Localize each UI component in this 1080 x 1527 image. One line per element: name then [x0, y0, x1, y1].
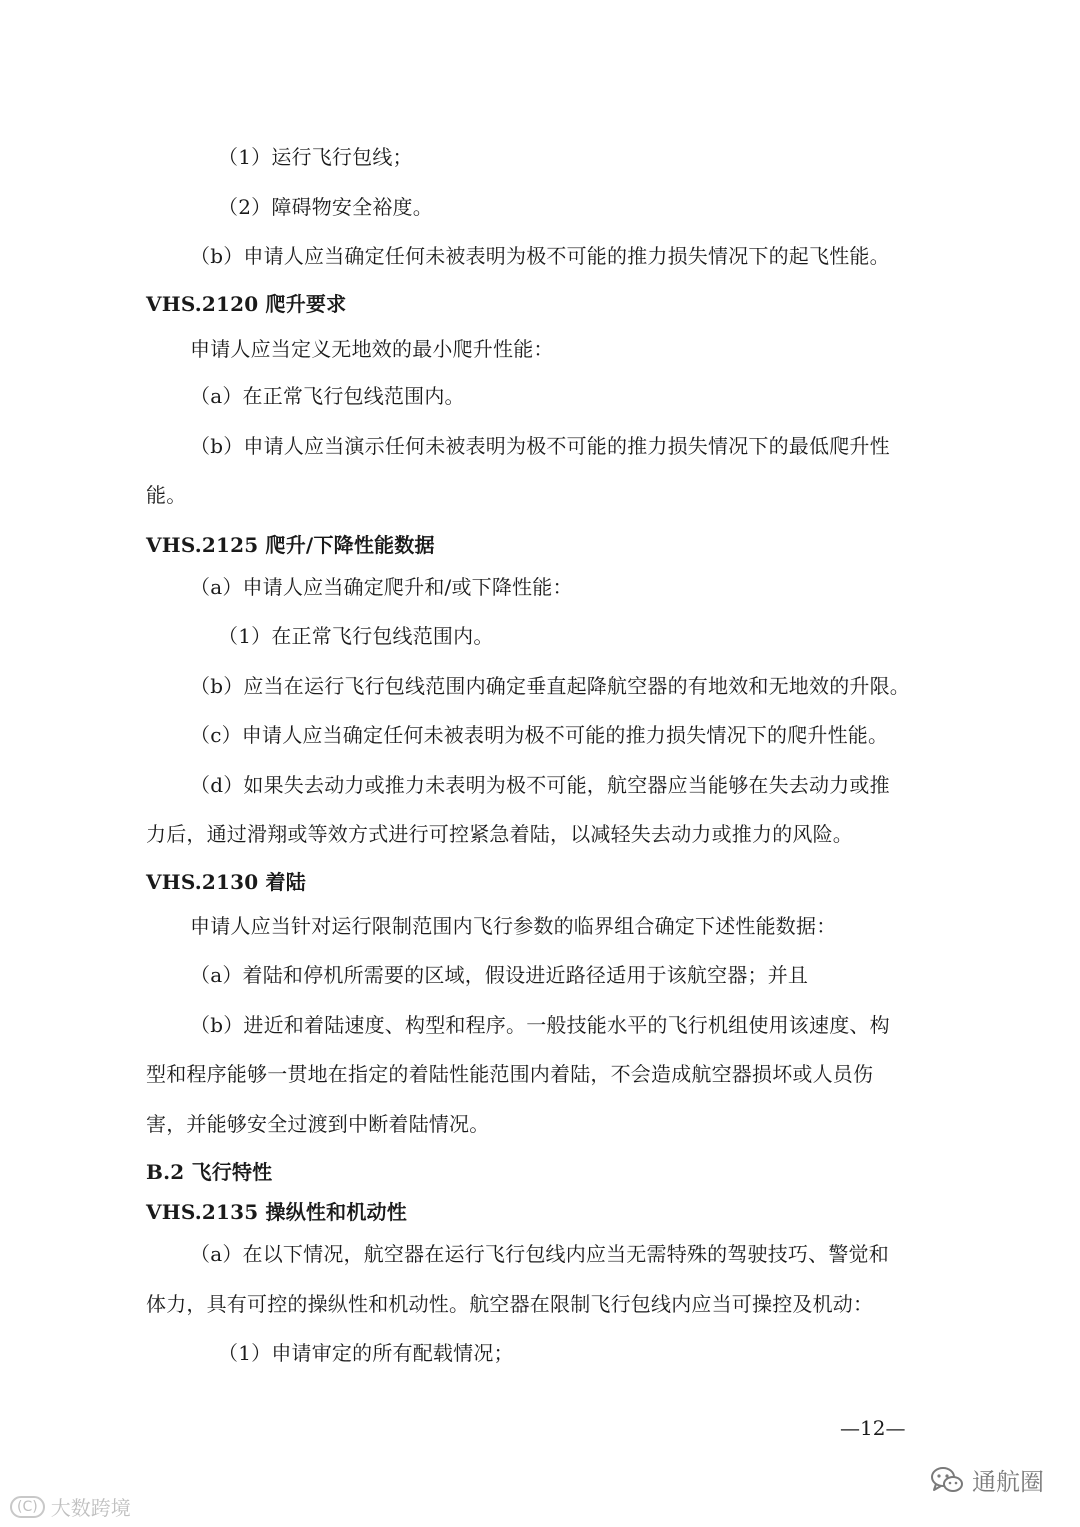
- watermark-text: 大数跨境: [50, 1496, 131, 1520]
- list-item: （2）障碍物安全裕度。: [218, 195, 433, 219]
- paragraph: （b）应当在运行飞行包线范围内确定垂直起降航空器的有地效和无地效的升限。: [190, 674, 911, 698]
- watermark-right: [930, 1462, 1044, 1497]
- page-number: —12—: [840, 1416, 906, 1440]
- section-heading: B.2 飞行特性: [146, 1160, 273, 1184]
- list-item: （a）着陆和停机所需要的区域，假设进近路径适用于该航空器；并且: [190, 963, 809, 987]
- paragraph: 申请人应当定义无地效的最小爬升性能：: [190, 337, 554, 361]
- paragraph: （a）在以下情况，航空器在运行飞行包线内应当无需特殊的驾驶技巧、警觉和: [190, 1242, 889, 1266]
- paragraph: （b）申请人应当演示任何未被表明为极不可能的推力损失情况下的最低爬升性: [190, 434, 890, 458]
- paragraph: 害，并能够安全过渡到中断着陆情况。: [146, 1112, 490, 1136]
- paragraph: （c）申请人应当确定任何未被表明为极不可能的推力损失情况下的爬升性能。: [190, 723, 889, 747]
- list-item: （1）在正常飞行包线范围内。: [218, 624, 494, 648]
- section-heading: VHS.2125 爬升/下降性能数据: [146, 533, 435, 557]
- paragraph: 能。: [146, 483, 187, 507]
- wechat-icon: [930, 1465, 964, 1495]
- section-heading: VHS.2120 爬升要求: [146, 292, 347, 316]
- paragraph: （d）如果失去动力或推力未表明为极不可能，航空器应当能够在失去动力或推: [190, 773, 890, 797]
- paragraph: （b）进近和着陆速度、构型和程序。一般技能水平的飞行机组使用该速度、构: [190, 1013, 890, 1037]
- list-item: （a）在正常飞行包线范围内。: [190, 384, 465, 408]
- paragraph: 申请人应当针对运行限制范围内飞行参数的临界组合确定下述性能数据：: [190, 914, 837, 938]
- paragraph: 体力，具有可控的操纵性和机动性。航空器在限制飞行包线内应当可操控及机动：: [146, 1292, 874, 1316]
- list-item: （1）申请审定的所有配载情况；: [218, 1341, 514, 1365]
- section-heading: VHS.2135 操纵性和机动性: [146, 1200, 407, 1224]
- paragraph: 型和程序能够一贯地在指定的着陆性能范围内着陆，不会造成航空器损坏或人员伤: [146, 1062, 874, 1086]
- watermark-left: [10, 1492, 131, 1521]
- watermark-logo-icon: (C): [10, 1496, 45, 1518]
- paragraph: （b）申请人应当确定任何未被表明为极不可能的推力损失情况下的起飞性能。: [190, 244, 890, 268]
- list-item: （a）申请人应当确定爬升和/或下降性能：: [190, 575, 573, 599]
- list-item: （1）运行飞行包线；: [218, 145, 413, 169]
- watermark-text: 通航圈: [972, 1468, 1044, 1496]
- section-heading: VHS.2130 着陆: [146, 870, 306, 894]
- paragraph: 力后，通过滑翔或等效方式进行可控紧急着陆，以减轻失去动力或推力的风险。: [146, 822, 853, 846]
